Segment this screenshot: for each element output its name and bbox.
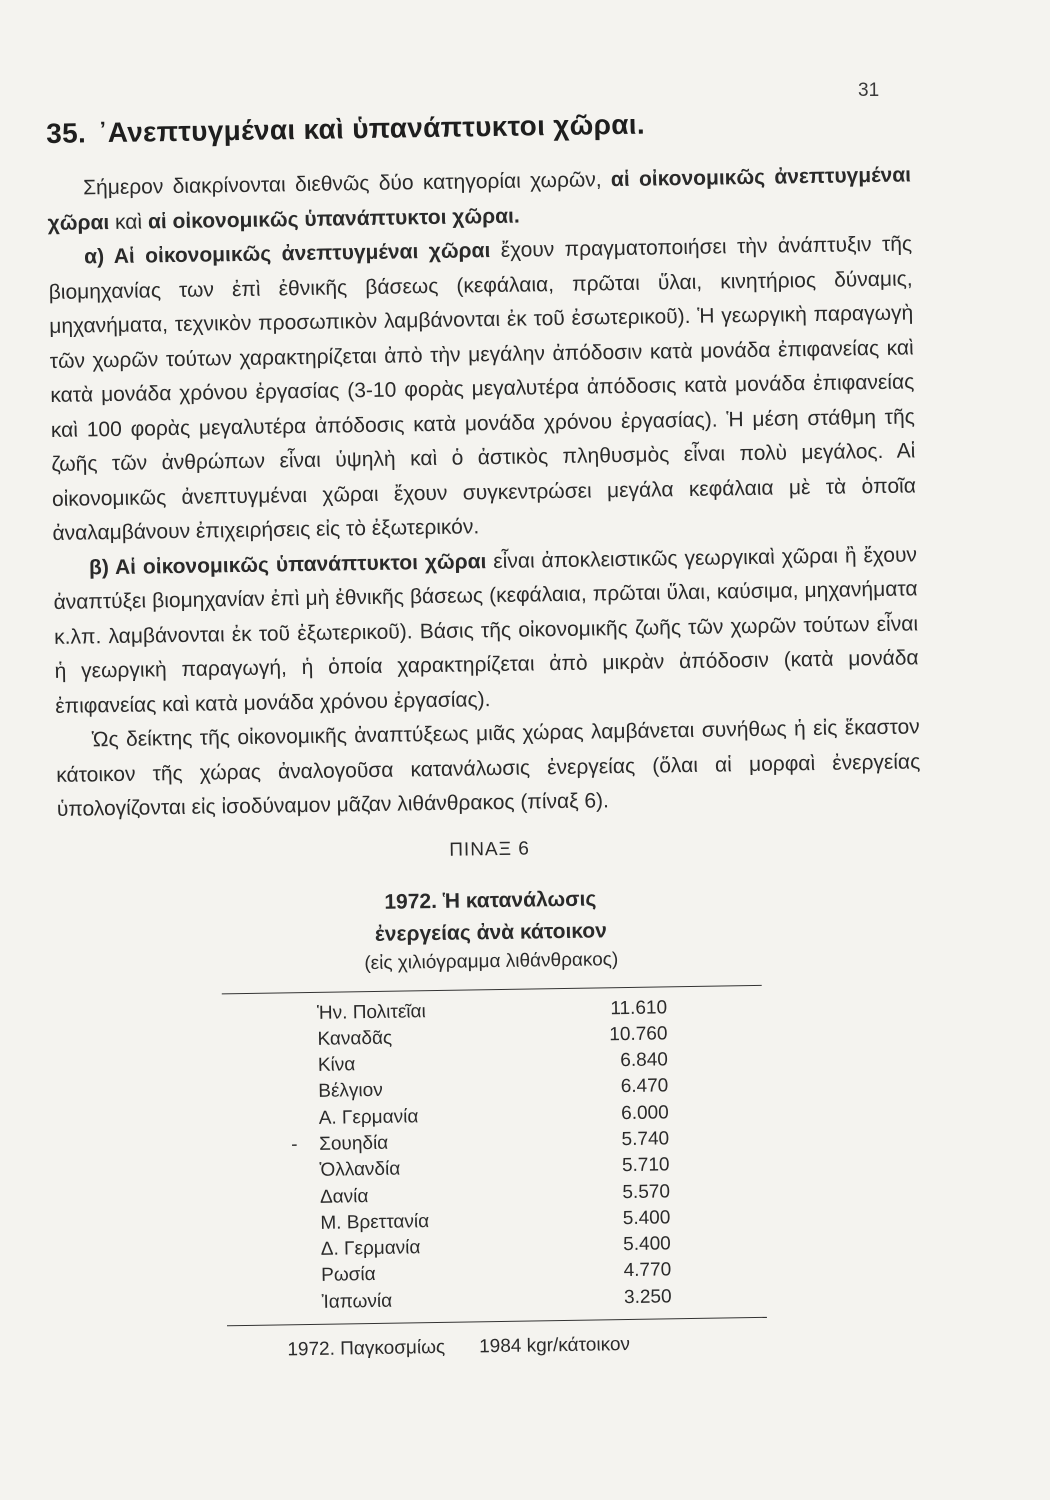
paragraph-text: Ὡς δείκτης τῆς οἰκονομικῆς ἀναπτύξεως μιᾶς χώρας λαμβάνεται συνήθως ἡ εἰς ἕκαστον κάτοικον τῆς χώρας ἀναλογοῦσα κατανάλωσις ἐνεργείας (ὅλαι αἱ μορφαὶ ἐνεργείας ὑπολογίζονται εἰς ἰσοδύναμον μᾶζαν λιθάνθρακος (πίναξ 6). [56, 715, 921, 821]
table-unit: (εἰς χιλιόγραμμα λιθάνθρακος) [364, 948, 619, 974]
consumption-value: 5.400 [623, 1233, 671, 1256]
country-name: Δ. Γερμανία [320, 1237, 421, 1260]
section-number: 35. [46, 117, 87, 149]
country-name: Μ. Βρεττανία [320, 1210, 430, 1234]
table-title [58, 878, 923, 956]
consumption-value: 11.610 [610, 996, 668, 1019]
paragraph-text: Σήμερον διακρίνονται διεθνῶς δύο κατηγορίαι χωρῶν, [82, 168, 602, 200]
emphasis-text: β) Αἱ οἰκονομικῶς ὑπανάπτυκτοι χῶραι [88, 549, 487, 579]
consumption-value: 4.770 [623, 1259, 672, 1282]
body-text [47, 158, 921, 827]
country-name: Βέλγιον [318, 1080, 383, 1103]
consumption-value: 5.570 [622, 1180, 671, 1203]
paragraph-text: καὶ [114, 210, 143, 234]
consumption-value: 10.760 [609, 1023, 668, 1046]
country-name: Ἡν. Πολιτεῖαι [316, 1000, 426, 1024]
table-bottom-rule [227, 1317, 767, 1326]
table-row [321, 1284, 671, 1316]
table-top-rule [222, 984, 762, 993]
country-name: Κίνα [317, 1054, 356, 1076]
emphasis-text: αἱ οἰκονομικῶς ἀνεπτυγμέναι χῶραι [47, 163, 912, 235]
section-title [46, 104, 910, 150]
consumption-value: 5.710 [621, 1154, 670, 1177]
country-name: Δανία [319, 1185, 369, 1208]
energy-table [290, 995, 672, 1316]
table-title-line: ἐνεργείας ἀνὰ κάτοικον [374, 918, 607, 946]
country-name: Ὁλλανδία [319, 1158, 401, 1182]
emphasis-text: α) Αἱ οἰκονομικῶς ἀνεπτυγμέναι χῶραι [84, 239, 491, 269]
emphasis-text: αἱ οἰκονομικῶς ὑπανάπτυκτοι χῶραι. [147, 204, 520, 233]
section-title-text: ᾿Ανεπτυγμέναι καὶ ὑπανάπτυκτοι χῶραι. [97, 108, 646, 149]
consumption-value: 6.840 [620, 1049, 669, 1072]
country-name: Καναδᾶς [317, 1027, 393, 1050]
table-caption: ΠΙΝΑΞ 6 [449, 837, 530, 861]
country-name: Ἰαπωνία [321, 1290, 393, 1313]
consumption-value: 5.400 [622, 1207, 671, 1229]
page-content [46, 104, 929, 1364]
paragraph-text: εἶναι ἀποκλειστικῶς γεωργικαὶ χῶραι ἢ ἔχουν ἀναπτύξει βιομηχανίαν ἐπὶ μὴ ἐθνικῆς βάσεως (κεφάλαια, πρῶται ὕλαι, καύσιμα, μηχανήματα κ.λπ. λαμβάνονται ἐκ τοῦ ἐξωτερικοῦ). Βάσις τῆς οἰκονομικῆς ζωῆς τῶν χωρῶν τούτων εἶναι ἡ γεωργικὴ παραγωγή, ἡ ὁποία χαρακτηρίζεται ἀπὸ μικρὰν ἀπόδοσιν (κατὰ μονάδα ἐπιφανείας καὶ κατὰ μονάδα χρόνου ἐργασίας). [53, 542, 919, 718]
country-name: Ρωσία [321, 1264, 376, 1287]
table-footer-value: 1984 kgr/κάτοικον [478, 1334, 631, 1358]
consumption-value: 5.740 [621, 1128, 670, 1151]
consumption-value: 6.000 [620, 1102, 669, 1124]
paragraph-b [53, 538, 920, 724]
consumption-value: 3.250 [623, 1286, 672, 1308]
row-mark: - [290, 1134, 298, 1156]
country-name: Σουηδία [318, 1132, 389, 1155]
table-footer [287, 1333, 707, 1362]
page-number: 31 [858, 80, 880, 101]
paragraph-text: ἔχουν πραγματοποιήσει τὴν ἀνάπτυξιν τῆς βιομηχανίας των ἐπὶ ἐθνικῆς βάσεως (κεφάλαια, πρῶται ὕλαι, κινητήριος δύναμις, μηχανήματα, τεχνικὸν προσωπικὸν λαμβάνονται ἐκ τοῦ ἐσωτερικοῦ). Ἡ γεωργικὴ παραγωγὴ τῶν χωρῶν τούτων χαρακτηρίζεται ἀπὸ τὴν μεγάλην ἀπόδοσιν κατὰ μονάδα ἐπιφανείας καὶ κατὰ μονάδα χρόνου ἐργασίας (3-10 φορὰς μεγαλυτέρα ἀπόδοσις κατὰ μονάδα ἐπιφανείας καὶ 100 φορὰς μεγαλυτέρα ἀπόδοσις κατὰ μονάδα χρόνου ἐργασίας). Ἡ μέση στάθμη τῆς ζωῆς τῶν ἀνθρώπων εἶναι ὑψηλὴ καὶ ὁ ἀστικὸς πληθυσμὸς εἶναι πολὺ μεγάλος. Αἱ οἰκονομικῶς ἀνεπτυγμέναι χῶραι ἔχουν συγκεντρώσει μεγάλα κεφάλαια μὲ τὰ ὁποῖα ἀναλαμβάνουν ἐπιχειρήσεις εἰς τὸ ἐξωτερικόν. [48, 232, 917, 545]
consumption-value: 6.470 [620, 1075, 669, 1098]
paragraph-c [56, 710, 922, 827]
table-title-line: 1972. Ἡ κατανάλωσις [384, 886, 597, 914]
country-name: Α. Γερμανία [318, 1105, 419, 1129]
paragraph-a [48, 227, 917, 551]
table-footer-label: 1972. Παγκοσμίως [287, 1336, 446, 1361]
